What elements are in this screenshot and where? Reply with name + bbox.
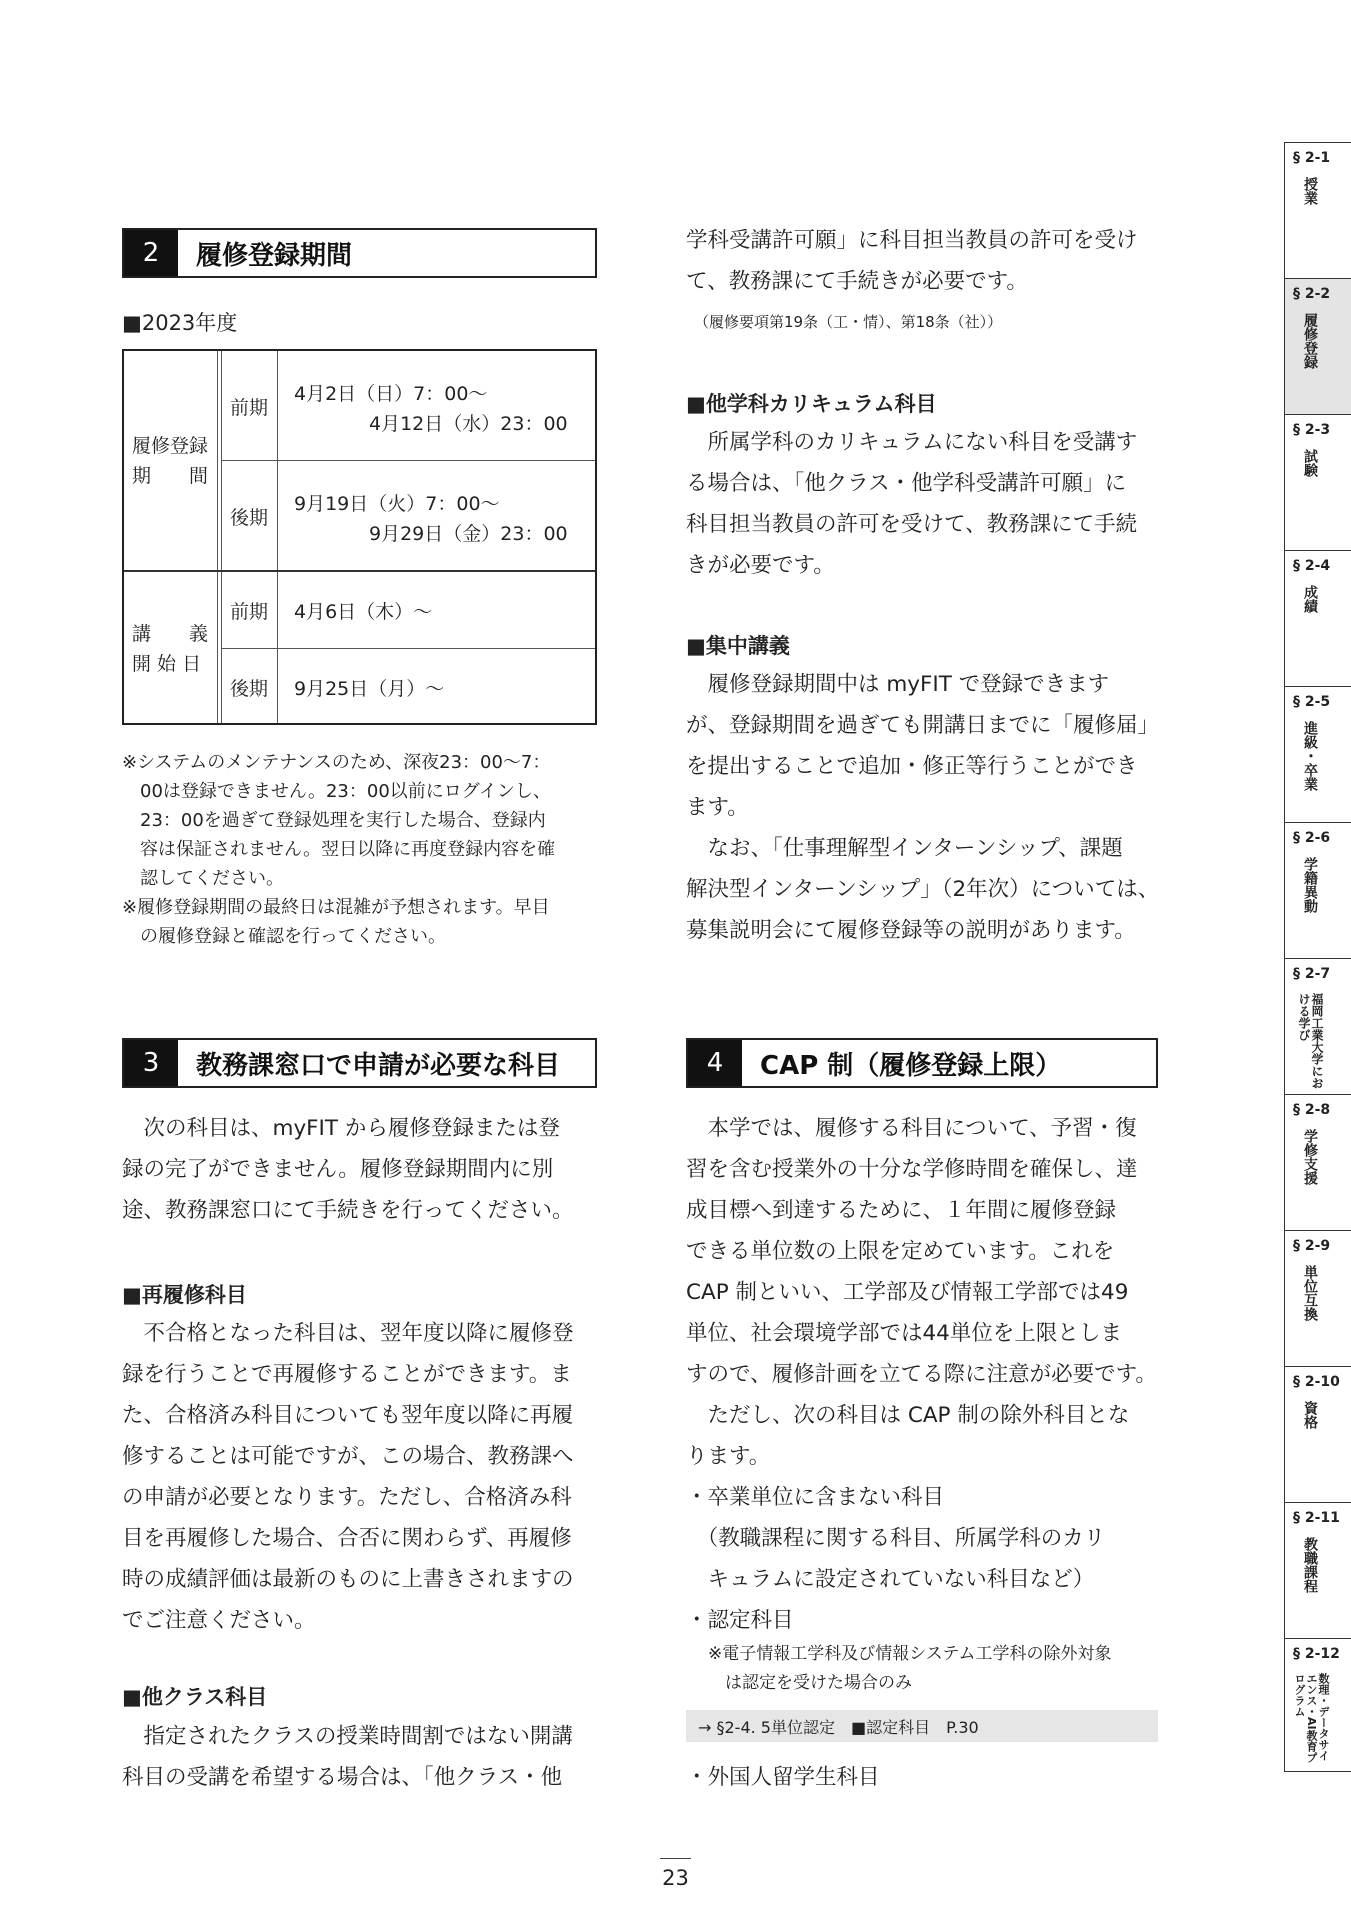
subheading-intensive: ■集中講義	[686, 634, 790, 658]
term-label: 前期	[230, 601, 269, 623]
section-title: 教務課窓口で申請が必要な科目	[196, 1050, 561, 1081]
section-title: CAP 制（履修登録上限）	[760, 1050, 1062, 1081]
tab-2-6[interactable]: § 2-6 学籍異動	[1285, 822, 1351, 958]
cross-reference-box: → §2-4. 5単位認定 ■認定科目 P.30	[686, 1710, 1158, 1742]
year-label: ■2023年度	[122, 311, 238, 335]
term-label: 後期	[230, 507, 269, 529]
retake-body: 不合格となった科目は、翌年度以降に履修登 録を行うことで再履修することができます。ま た、合格済み科目についても翌年度以降に再履 修することは可能ですが、この場合、教務課へ の申請が必要となります。ただし、合格済み科 目を再履修した場合、合否に関わらず、再履修 時の成績評価は最新のものに上書きされますの でご注意ください。	[122, 1321, 574, 1633]
chapter-tabs	[1284, 142, 1351, 1772]
intensive-body: 履修登録期間中は myFIT で登録できます が、登録期間を過ぎても開講日までに「履修届」 を提出することで追加・修正等行うことができ ます。 なお、「仕事理解型インターンシップ、課題 解決型インターンシップ」（2年次）については、 募集説明会にて履修登録等の説明があります。	[686, 672, 1160, 943]
subheading-other-class: ■他クラス科目	[122, 1685, 268, 1709]
page-number: 23	[662, 1866, 689, 1890]
tab-2-4[interactable]: § 2-4 成績	[1285, 550, 1351, 686]
period-value: 9月29日（金）23：00	[369, 523, 568, 545]
section-title: 履修登録期間	[196, 240, 353, 271]
section-4-note: ※電子情報工学科及び情報システム工学科の除外対象 は認定を受けた場合のみ	[708, 1644, 1112, 1693]
international-student-item: ・外国人留学生科目	[686, 1765, 880, 1790]
start-value: 9月25日（月）～	[294, 678, 445, 700]
period-value: 4月2日（日）7：00～	[294, 383, 488, 405]
subheading-retake: ■再履修科目	[122, 1283, 247, 1307]
tab-2-8[interactable]: § 2-8 学修支援	[1285, 1094, 1351, 1230]
row-label-registration: 履修登録 期 間	[132, 435, 209, 487]
section-number: 2	[124, 230, 178, 276]
row-label-lecture-start: 講 義 開 始 日	[132, 623, 209, 675]
continued-text: 学科受講許可願」に科目担当教員の許可を受け て、教務課にて手続きが必要です。	[686, 228, 1138, 294]
registration-period-table	[122, 349, 597, 725]
start-value: 4月6日（木）～	[294, 601, 433, 623]
term-label: 前期	[230, 397, 269, 419]
section-4-body: 本学では、履修する科目について、予習・復 習を含む授業外の十分な学修時間を確保し、達 成目標へ到達するために、１年間に履修登録 できる単位数の上限を定めています。これを CAP 制といい、工学部及び情報工学部では49 単位、社会環境学部では44単位を上限としま すので、履修計画を立てる際に注意が必要です。 ただし、次の科目は CAP 制の除外科目とな ります。 ・卒業単位に含まない科目 （教職課程に関する科目、所属学科のカリ キュラムに設定されていない科目など） ・認定科目	[686, 1116, 1157, 1633]
section-3-header	[122, 1038, 597, 1088]
tab-2-1[interactable]: § 2-1 授業	[1285, 142, 1351, 278]
other-class-body: 指定されたクラスの授業時間割ではない開講 科目の受講を希望する場合は、「他クラス・他	[122, 1724, 573, 1790]
tab-2-2[interactable]: § 2-2 履修登録	[1285, 278, 1351, 414]
tab-2-12[interactable]: § 2-12 数理・データサイエンス・AI教育プログラム	[1285, 1638, 1351, 1772]
tab-2-7[interactable]: § 2-7 福岡工業大学における学び	[1285, 958, 1351, 1094]
period-value: 9月19日（火）7：00～	[294, 493, 500, 515]
subheading-other-department: ■他学科カリキュラム科目	[686, 392, 937, 416]
regulation-reference: （履修要項第19条（工・情）、第18条（社））	[694, 313, 1003, 331]
section-3-intro: 次の科目は、myFIT から履修登録または登 録の完了ができません。履修登録期間内に別 途、教務課窓口にて手続きを行ってください。	[122, 1116, 574, 1223]
section-number: 3	[124, 1040, 178, 1086]
page-number-rule	[660, 1858, 691, 1859]
tab-2-5[interactable]: § 2-5 進級・卒業	[1285, 686, 1351, 822]
tab-2-9[interactable]: § 2-9 単位互換	[1285, 1230, 1351, 1366]
tab-2-10[interactable]: § 2-10 資格	[1285, 1366, 1351, 1502]
section-number: 4	[688, 1040, 742, 1086]
tab-2-11[interactable]: § 2-11 教職課程	[1285, 1502, 1351, 1638]
table-notes: ※システムのメンテナンスのため、深夜23：00～7： 00は登録できません。23：00以前にログインし、 23：00を過ぎて登録処理を実行した場合、登録内 容は保証されません。翌日以降に再度登録内容を確 認してください。 ※履修登録期間の最終日は混雑が予想されます。早目 の履修登録と確認を行ってください。	[122, 752, 556, 947]
section-4-header	[686, 1038, 1158, 1088]
period-value: 4月12日（水）23：00	[369, 413, 568, 435]
tab-2-3[interactable]: § 2-3 試験	[1285, 414, 1351, 550]
other-department-body: 所属学科のカリキュラムにない科目を受講す る場合は、「他クラス・他学科受講許可願」に 科目担当教員の許可を受けて、教務課にて手続 きが必要です。	[686, 430, 1138, 578]
term-label: 後期	[230, 678, 269, 700]
section-2-header	[122, 228, 597, 278]
